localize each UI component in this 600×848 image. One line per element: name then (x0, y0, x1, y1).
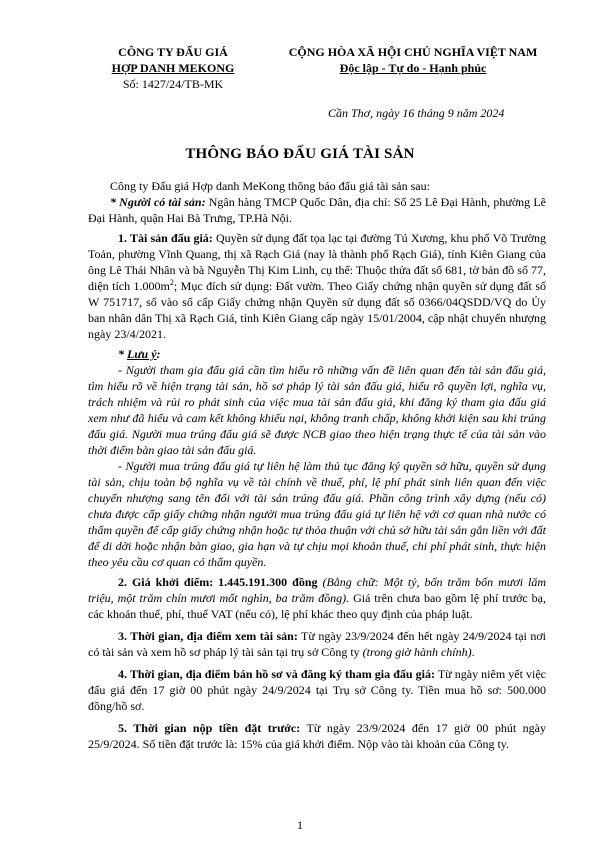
section-1-text-a: Quyền sử dụng đất tọa lạc tại đường Tú Xương, khu phố Võ Trường Toản, phường Vĩnh Quang, thị xã Rạch Giá (nay là thành phố Rạch Giá), tỉnh Kiên Giang của ông Lê Thái Nhân và bà Nguyễn Thị Kim Linh, cụ thể: Thuộc thửa đất số 681, tờ bản đồ số 77, diện tích 1.000m (88, 231, 546, 293)
page-number: 1 (297, 818, 303, 832)
document-body (88, 178, 546, 752)
section-3-label: 3. Thời gian, địa điểm xem tài sản: (118, 629, 298, 643)
company-name-line1: CÔNG TY ĐẤU GIÁ (118, 45, 228, 59)
section-3-italic: (trong giờ hành chính) (362, 645, 472, 659)
owner-paragraph (88, 194, 546, 226)
owner-text: Ngân hàng TMCP Quốc Dân, địa chỉ: Số 25 Lê Đại Hành, phường Lê Đại Hành, quận Hai Bà Trưng, TP.Hà Nội. (88, 195, 546, 225)
national-header (268, 44, 558, 76)
section-5-label: 5. Thời gian nộp tiền đặt trước: (118, 721, 301, 735)
section-3-end: . (471, 645, 475, 659)
dateline: Cần Thơ, ngày 16 tháng 9 năm 2024 (328, 106, 505, 120)
document-title: THÔNG BÁO ĐẤU GIÁ TÀI SẢN (185, 146, 415, 162)
note-heading (88, 346, 546, 362)
company-name-line2: HỢP DANH MEKONG (111, 61, 235, 75)
section-3-paragraph (88, 628, 546, 660)
note-paragraph-1: - Người tham gia đấu giá cần tìm hiểu rõ những vấn đề liên quan đến tài sản đấu giá, tìm hiểu rõ về hiện trạng tài sản, hồ sơ pháp lý tài sản đấu giá, hiểu rõ quyền lợi, nghĩa vụ, trách nhiệm và rủi ro phát sinh của việc mua tài sản đấu giá, khi đăng ký tham gia đấu giá xem như đã hiểu và cam kết không khiếu nại, không tranh chấp, không khởi kiện sau khi trúng đấu giá. Người mua trúng đấu giá sẽ được NCB giao theo hiện trạng thực tế của tài sản vào thời điểm bàn giao tài sản đấu giá. (88, 363, 546, 457)
company-header (88, 44, 258, 92)
section-1-paragraph (88, 230, 546, 342)
section-4-label: 4. Thời gian, địa điểm bán hồ sơ và đăng ký tham gia đấu giá: (118, 667, 435, 681)
section-1-text-b: ; Mục đích sử dụng: Đất vườn. Theo Giấy chứng nhận quyền sử dụng đất số W 751717, số vào sổ cấp Giấy chứng nhận Quyền sử dụng đất số 0366/04QSDD/VQ do Ủy ban nhân dân Thị xã Rạch Giá, tỉnh Kiên Giang cấp ngày 15/01/2004, cập nhật chuyển nhượng ngày 23/4/2021. (88, 279, 546, 341)
national-motto: Độc lập - Tự do - Hạnh phúc (339, 61, 487, 75)
section-4-text: Từ ngày niêm yết việc đấu giá đến 17 giờ 00 phút ngày 24/9/2024 tại Trụ sở Công ty. Tiền mua hồ sơ: 500.000 đồng/hồ sơ. (88, 667, 546, 713)
section-2-paragraph (88, 574, 546, 622)
note-paragraph-2: - Người mua trúng đấu giá tự liên hệ làm thủ tục đăng ký quyền sở hữu, quyền sử dụng tài sản, chịu toàn bộ nghĩa vụ về tài chính về thuế, phí, lệ phí phát sinh liên quan đến việc chuyển nhượng sang tên đối với tài sản trúng đấu giá. Phần công trình xây dựng (nếu có) chưa được cấp giấy chứng nhận người mua trúng đấu giá tự liên hệ với cơ quan nhà nước có thẩm quyền để cấp giấy chứng nhận hoặc tự thỏa thuận với chủ sở hữu tài sản gắn liền với đất để di dời hoặc nhận bàn giao, gia hạn và tự chịu mọi khoản thuế, chi phí phát sinh, thực hiện theo yêu cầu cơ quan có thẩm quyền. (88, 459, 546, 569)
section-4-paragraph (88, 666, 546, 714)
national-title: CỘNG HÒA XÃ HỘI CHỦ NGHĨA VIỆT NAM (288, 45, 538, 59)
section-3-text: Từ ngày 23/9/2024 đến hết ngày 24/9/2024 tại nơi có tài sản và xem hồ sơ pháp lý tài sản tại trụ sở Công ty (88, 629, 547, 659)
note-colon: : (156, 347, 161, 361)
section-2-words: (Bằng chữ: Một tỷ, bốn trăm bốn mươi lăm triệu, một trăm chín mươi mốt nghìn, ba trăm đồng). (88, 575, 546, 605)
section-2-label: 2. Giá khởi điểm: 1.445.191.300 đồng (118, 575, 318, 589)
section-5-paragraph (88, 720, 546, 752)
section-1-superscript: 2 (169, 278, 174, 287)
intro-paragraph: Công ty Đấu giá Hợp danh MeKong thông báo đấu giá tài sản sau: (110, 179, 430, 193)
owner-label: * Người có tài sản: (110, 195, 206, 209)
note-label: Lưu ý (127, 347, 157, 361)
note-star: * (118, 347, 127, 361)
section-2-text: Giá trên chưa bao gồm lệ phí trước bạ, các khoản thuế, phí, thuế VAT (nếu có), lệ phí khác theo quy định của pháp luật. (88, 591, 546, 621)
section-5-text: Từ ngày 23/9/2024 đến 17 giờ 00 phút ngày 25/9/2024. Số tiền đặt trước là: 15% của giá khởi điểm. Nộp vào tài khoản của Công ty. (88, 721, 546, 751)
document-number: Số: 1427/24/TB-MK (122, 77, 224, 91)
section-1-label: 1. Tài sản đấu giá: (118, 231, 213, 245)
